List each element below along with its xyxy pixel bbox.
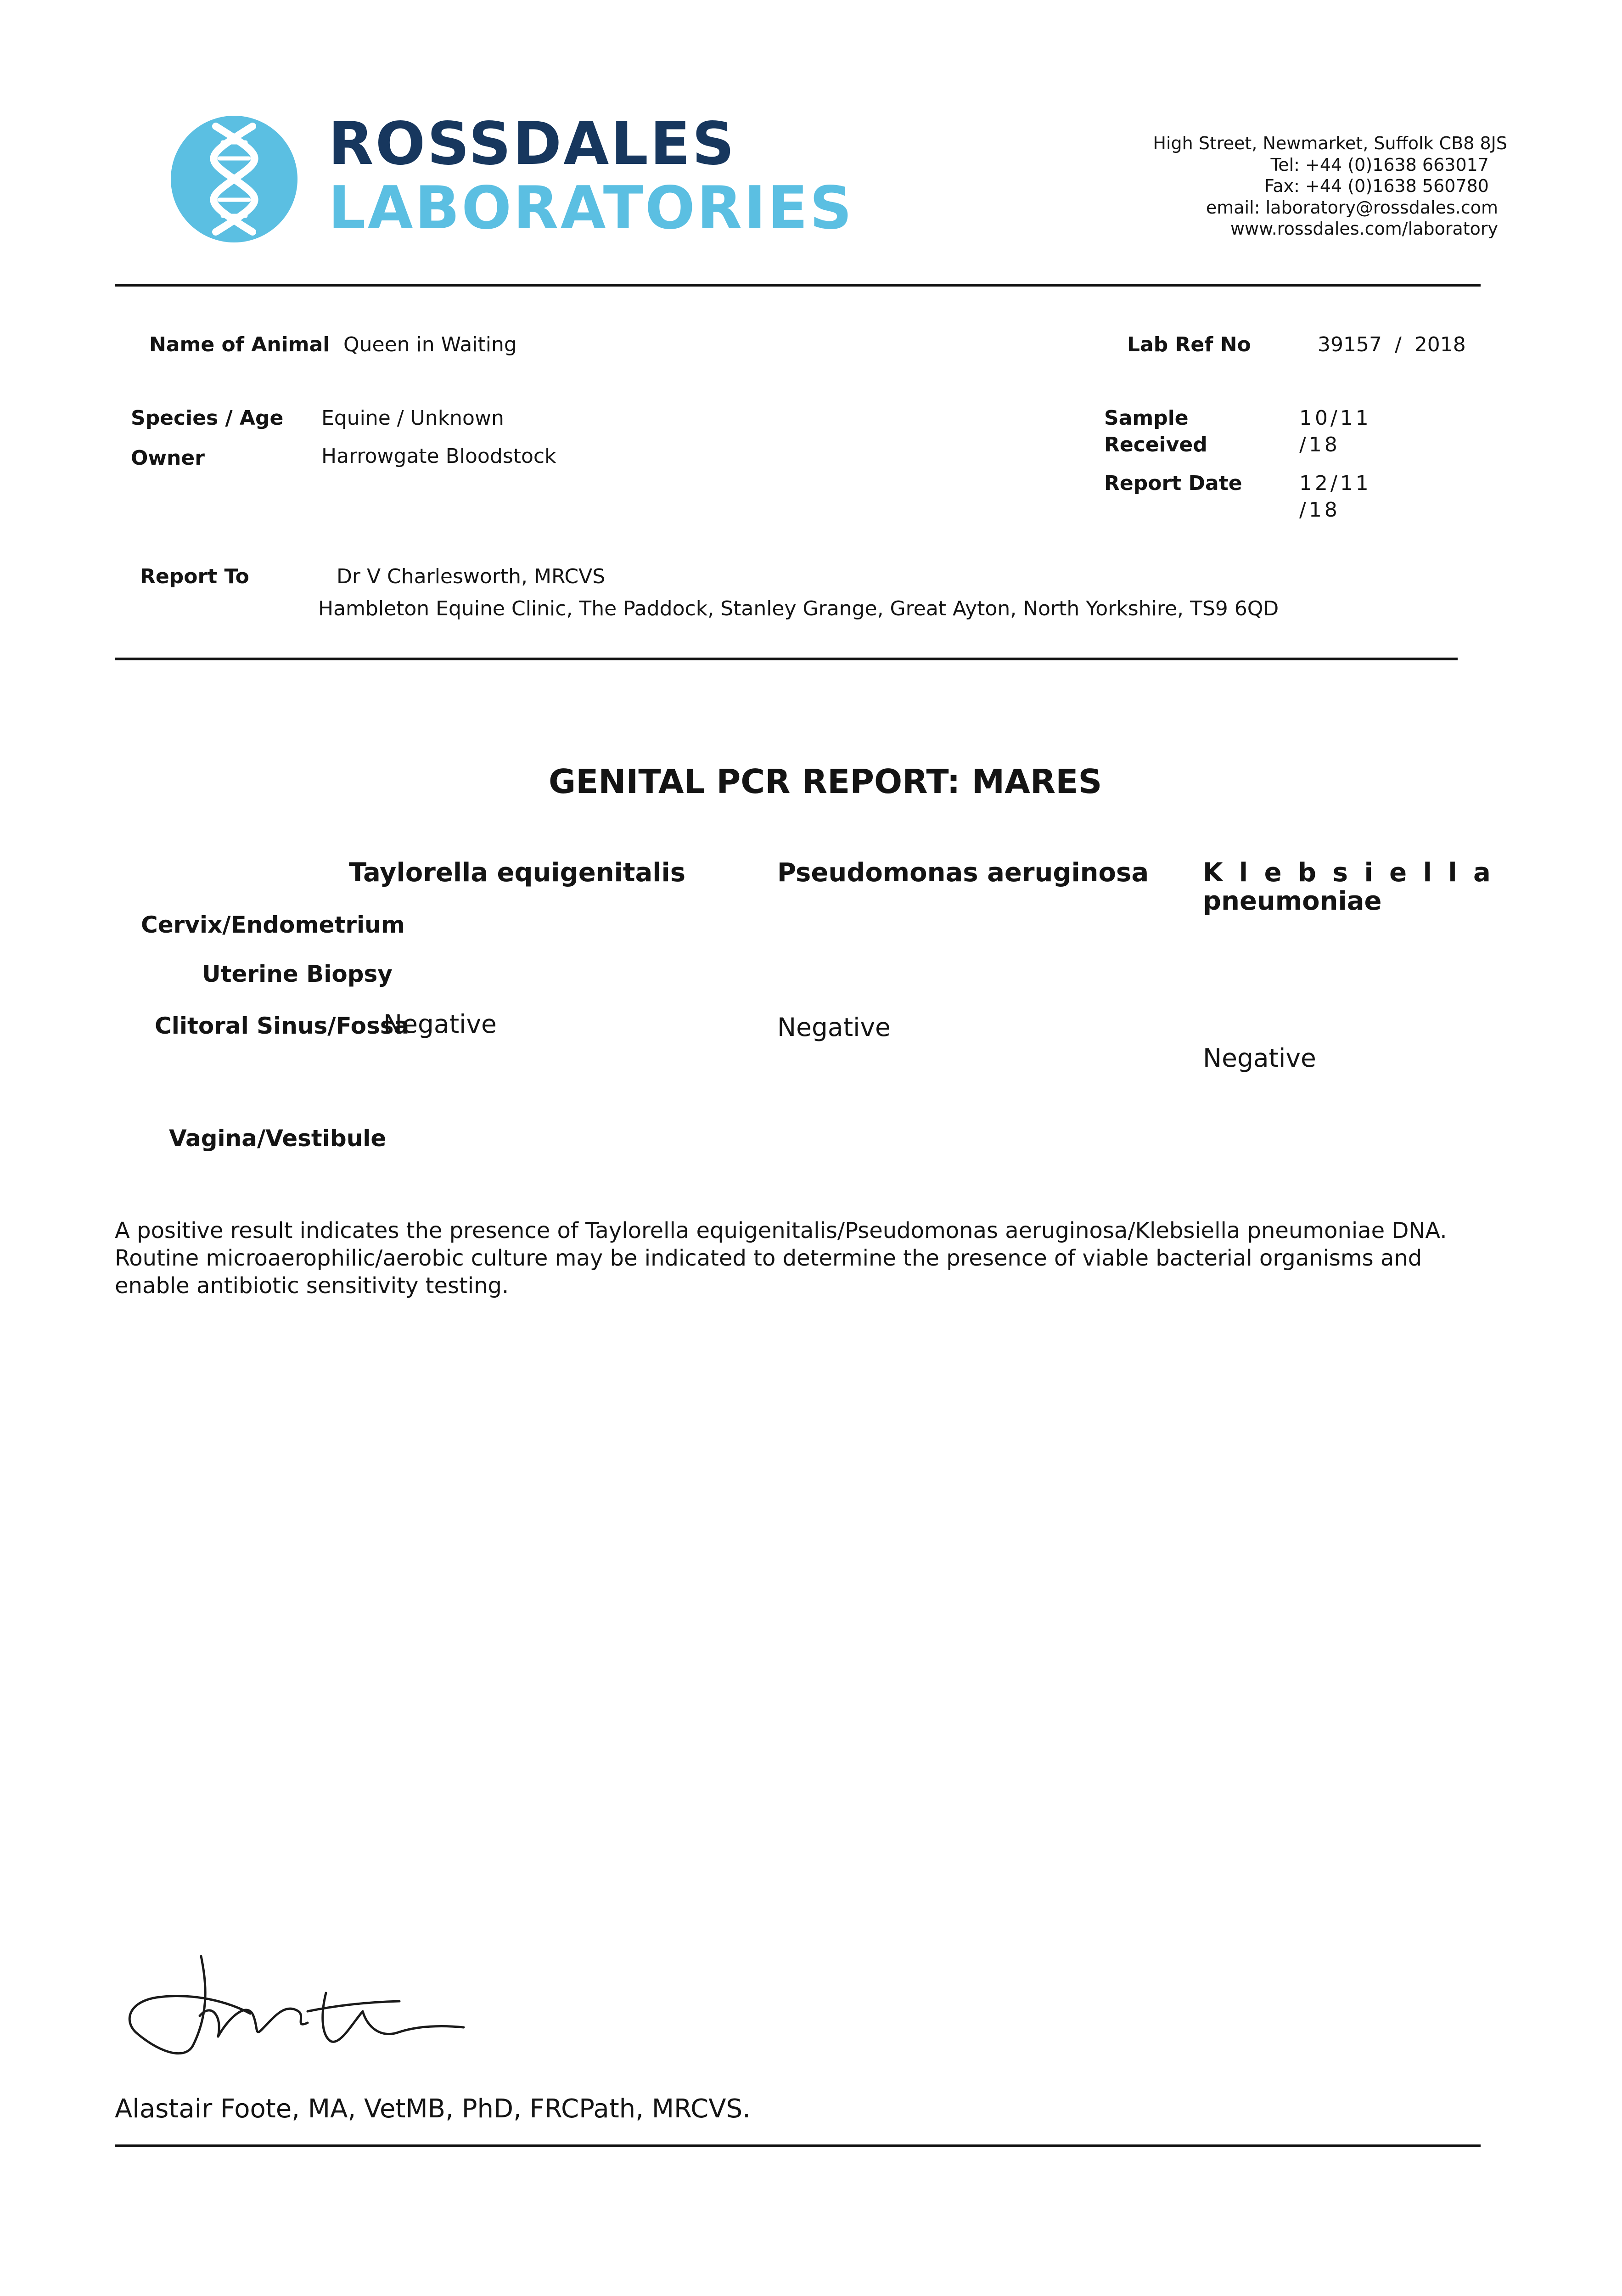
brand-name-line2: LABORATORIES xyxy=(328,174,854,242)
row-label-cervix: Cervix/Endometrium xyxy=(141,912,405,938)
sample-received-value-2: /18 xyxy=(1299,433,1340,456)
lab-ref-label: Lab Ref No xyxy=(1127,333,1251,356)
owner-value: Harrowgate Bloodstock xyxy=(321,445,556,468)
column-header-pneumoniae: pneumoniae xyxy=(1203,886,1382,916)
result-taylorella: Negative xyxy=(383,1009,497,1039)
column-header-pseudomonas: Pseudomonas aeruginosa xyxy=(777,858,1149,888)
report-to-label: Report To xyxy=(140,565,249,588)
report-title: GENITAL PCR REPORT: MARES xyxy=(549,762,1102,801)
sample-received-value-1: 10/11 xyxy=(1299,406,1371,430)
lab-ref-value: 39157 / 2018 xyxy=(1318,333,1466,356)
address-email[interactable]: email: laboratory@rossdales.com xyxy=(1206,197,1498,218)
address-tel: Tel: +44 (0)1638 663017 xyxy=(1270,155,1489,175)
report-date-label: Report Date xyxy=(1104,472,1242,495)
note-line-1: A positive result indicates the presence of Taylorella equigenitalis/Pseudomonas aeruginosa/Klebsiella pneumoniae DNA. xyxy=(115,1218,1447,1244)
report-to-address: Hambleton Equine Clinic, The Paddock, Stanley Grange, Great Ayton, North Yorkshire, TS9 6QD xyxy=(318,597,1279,620)
signatory-name: Alastair Foote, MA, VetMB, PhD, FRCPath, MRCVS. xyxy=(115,2094,751,2124)
column-header-taylorella: Taylorella equigenitalis xyxy=(349,858,686,888)
info-divider xyxy=(115,658,1458,660)
result-klebsiella: Negative xyxy=(1203,1043,1316,1073)
header-divider xyxy=(115,284,1481,287)
report-date-value-1: 12/11 xyxy=(1299,472,1371,495)
address-fax: Fax: +44 (0)1638 560780 xyxy=(1264,176,1489,196)
sample-received-label-2: Received xyxy=(1104,433,1207,456)
species-age-label: Species / Age xyxy=(131,406,284,430)
note-line-3: enable antibiotic sensitivity testing. xyxy=(115,1273,509,1299)
name-of-animal-label: Name of Animal xyxy=(149,333,330,356)
signature-image xyxy=(124,1947,482,2066)
column-header-klebsiella: K l e b s i e l l a xyxy=(1203,858,1494,888)
owner-label: Owner xyxy=(131,446,205,470)
report-to-name: Dr V Charlesworth, MRCVS xyxy=(337,565,606,588)
dna-helix-icon xyxy=(170,115,298,243)
address-web[interactable]: www.rossdales.com/laboratory xyxy=(1230,219,1498,239)
footer-divider xyxy=(115,2144,1481,2147)
report-date-value-2: /18 xyxy=(1299,498,1340,522)
row-label-clitoral-sinus: Clitoral Sinus/Fossa xyxy=(155,1013,410,1039)
row-label-vagina: Vagina/Vestibule xyxy=(169,1125,387,1152)
species-age-value: Equine / Unknown xyxy=(321,406,504,430)
name-of-animal-value: Queen in Waiting xyxy=(343,333,517,356)
interpretation-note xyxy=(115,1217,1447,1300)
sample-received-label-1: Sample xyxy=(1104,406,1189,430)
row-label-uterine-biopsy: Uterine Biopsy xyxy=(202,961,393,987)
brand-name-line1: ROSSDALES xyxy=(328,110,736,178)
note-line-2: Routine microaerophilic/aerobic culture may be indicated to determine the presence of viable bacterial organisms and xyxy=(115,1245,1422,1271)
result-pseudomonas: Negative xyxy=(777,1013,891,1042)
address-street: High Street, Newmarket, Suffolk CB8 8JS xyxy=(1153,133,1507,153)
